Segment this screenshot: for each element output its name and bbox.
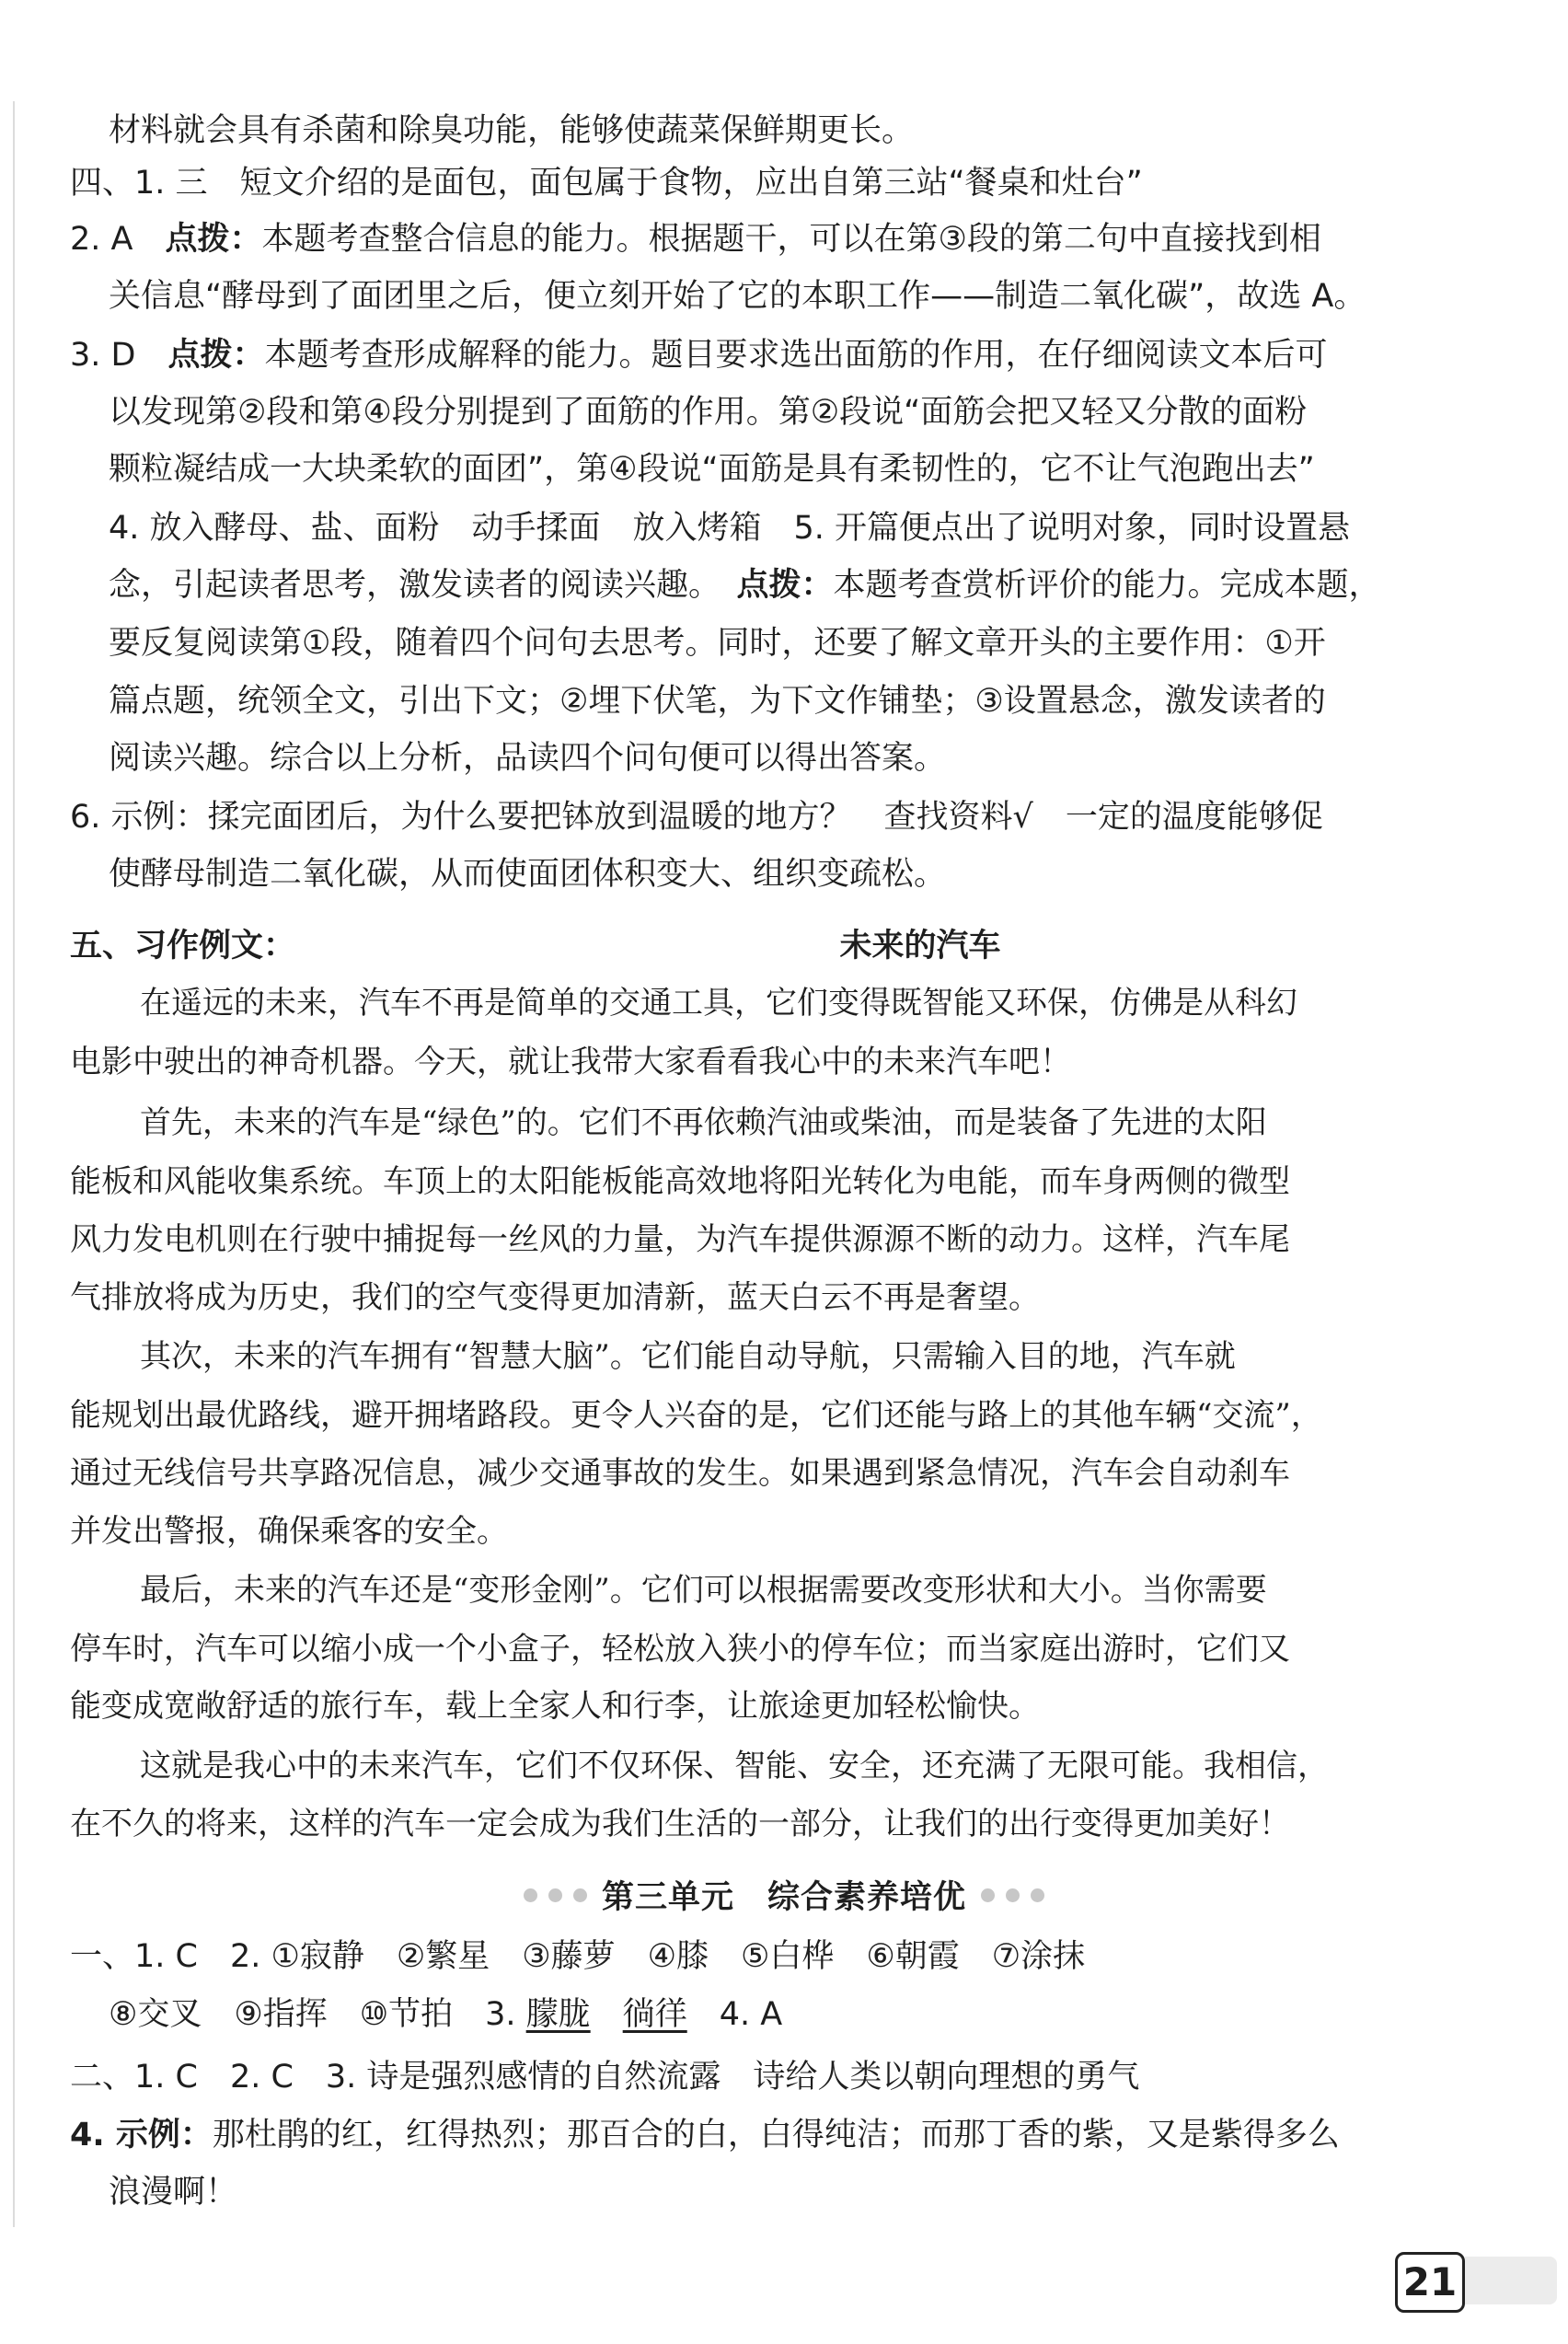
hint-label: 点拨： bbox=[165, 221, 262, 258]
page-number: 21 bbox=[1395, 2252, 1465, 2313]
hint-label: 点拨： bbox=[167, 337, 265, 374]
text-line: 篇点题，统领全文，引出下文；②埋下伏笔，为下文作铺垫；③设置悬念，激发读者的 bbox=[109, 683, 1326, 720]
answer-four-2: 2. A 点拨：本题考查整合信息的能力。根据题干，可以在第③段的第二句中直接找到相 bbox=[70, 221, 1321, 258]
essay-line: 这就是我心中的未来汽车，它们不仅环保、智能、安全，还充满了无限可能。我相信， bbox=[140, 1748, 1329, 1784]
essay-line: 风力发电机则在行驶中捕捉每一丝风的力量，为汽车提供源源不断的动力。这样，汽车尾 bbox=[70, 1221, 1290, 1258]
unit-title: 第三单元 综合素养培优 bbox=[601, 1879, 966, 1916]
essay-line: 能板和风能收集系统。车顶上的太阳能板能高效地将阳光转化为电能，而车身两侧的微型 bbox=[70, 1163, 1290, 1200]
essay-line: 能变成宽敞舒适的旅行车，载上全家人和行李，让旅途更加轻松愉快。 bbox=[70, 1688, 1040, 1725]
unit-answer-one: 一、1. C 2. ①寂静 ②繁星 ③藤萝 ④膝 ⑤白桦 ⑥朝霞 ⑦涂抹 bbox=[70, 1938, 1086, 1975]
text-line: 浪漫啊！ bbox=[109, 2174, 238, 2211]
text-line: 以发现第②段和第④段分别提到了面筋的作用。第②段说“面筋会把又轻又分散的面粉 bbox=[109, 394, 1308, 431]
text-line: 要反复阅读第①段，随着四个问句去思考。同时，还要了解文章开头的主要作用：①开 bbox=[109, 625, 1326, 662]
essay-line: 最后，未来的汽车还是“变形金刚”。它们可以根据需要改变形状和大小。当你需要 bbox=[140, 1572, 1267, 1609]
section-five-heading: 五、习作例文： bbox=[70, 928, 296, 964]
essay-line: 并发出警报，确保乘客的安全。 bbox=[70, 1513, 508, 1550]
essay-line: 在遥远的未来，汽车不再是简单的交通工具，它们变得既智能又环保，仿佛是从科幻 bbox=[140, 985, 1297, 1022]
essay-line: 能规划出最优路线，避开拥堵路段。更令人兴奋的是，它们还能与路上的其他车辆“交流”， bbox=[70, 1397, 1322, 1434]
unit-answer-one-cont: ⑧交叉 ⑨指挥 ⑩节拍 3. 朦胧 徜徉 4. A bbox=[109, 1996, 783, 2033]
essay-line: 通过无线信号共享路况信息，减少交通事故的发生。如果遇到紧急情况，汽车会自动刹车 bbox=[70, 1455, 1290, 1492]
page-tab bbox=[1465, 2257, 1557, 2304]
answer-four-6: 6. 示例：揉完面团后，为什么要把钵放到温暖的地方？ 查找资料√ 一定的温度能够促 bbox=[70, 799, 1323, 836]
essay-title: 未来的汽车 bbox=[839, 928, 1001, 964]
text-line: 阅读兴趣。综合以上分析，品读四个问句便可以得出答案。 bbox=[109, 740, 947, 777]
underlined-word: 徜徉 bbox=[622, 1996, 687, 2033]
essay-line: 在不久的将来，这样的汽车一定会成为我们生活的一部分，让我们的出行变得更加美好！ bbox=[70, 1806, 1290, 1842]
essay-line: 其次，未来的汽车拥有“智慧大脑”。它们能自动导航，只需输入目的地，汽车就 bbox=[140, 1338, 1236, 1375]
decor-dots-left bbox=[524, 1888, 587, 1902]
unit-header bbox=[0, 1871, 1568, 1919]
text-line: 念，引起读者思考，激发读者的阅读兴趣。 点拨：本题考查赏析评价的能力。完成本题， bbox=[109, 567, 1381, 604]
text-line: 使酵母制造二氧化碳，从而使面团体积变大、组织变疏松。 bbox=[109, 856, 947, 893]
answer-four-3: 3. D 点拨：本题考查形成解释的能力。题目要求选出面筋的作用，在仔细阅读文本后可 bbox=[70, 337, 1328, 374]
text-line: 关信息“酵母到了面团里之后，便立刻开始了它的本职工作——制造二氧化碳”，故选 A。 bbox=[109, 278, 1366, 315]
unit-answer-two-4: 4. 示例：那杜鹃的红，红得热烈；那百合的白，白得纯洁；而那丁香的紫，又是紫得多么 bbox=[70, 2117, 1340, 2153]
hint-label: 点拨： bbox=[736, 567, 834, 604]
answer-four-1: 四、1. 三 短文介绍的是面包，面包属于食物，应出自第三站“餐桌和灶台” bbox=[70, 165, 1143, 202]
unit-answer-two: 二、1. C 2. C 3. 诗是强烈感情的自然流露 诗给人类以朝向理想的勇气 bbox=[70, 2059, 1140, 2096]
decor-dots-right bbox=[981, 1888, 1044, 1902]
text-line: 颗粒凝结成一大块柔软的面团”，第④段说“面筋是具有柔韧性的，它不让气泡跑出去” bbox=[109, 451, 1315, 488]
answer-four-4-5: 4. 放入酵母、盐、面粉 动手揉面 放入烤箱 5. 开篇便点出了说明对象，同时设置悬 bbox=[109, 510, 1351, 547]
essay-line: 首先，未来的汽车是“绿色”的。它们不再依赖汽油或柴油，而是装备了先进的太阳 bbox=[140, 1104, 1267, 1141]
text-line: 材料就会具有杀菌和除臭功能，能够使蔬菜保鲜期更长。 bbox=[109, 112, 915, 149]
essay-line: 电影中驶出的神奇机器。今天，就让我带大家看看我心中的未来汽车吧！ bbox=[70, 1044, 1071, 1080]
essay-line: 停车时，汽车可以缩小成一个小盒子，轻松放入狭小的停车位；而当家庭出游时，它们又 bbox=[70, 1631, 1290, 1668]
essay-line: 气排放将成为历史，我们的空气变得更加清新，蓝天白云不再是奢望。 bbox=[70, 1279, 1040, 1316]
underlined-word: 朦胧 bbox=[525, 1996, 591, 2033]
